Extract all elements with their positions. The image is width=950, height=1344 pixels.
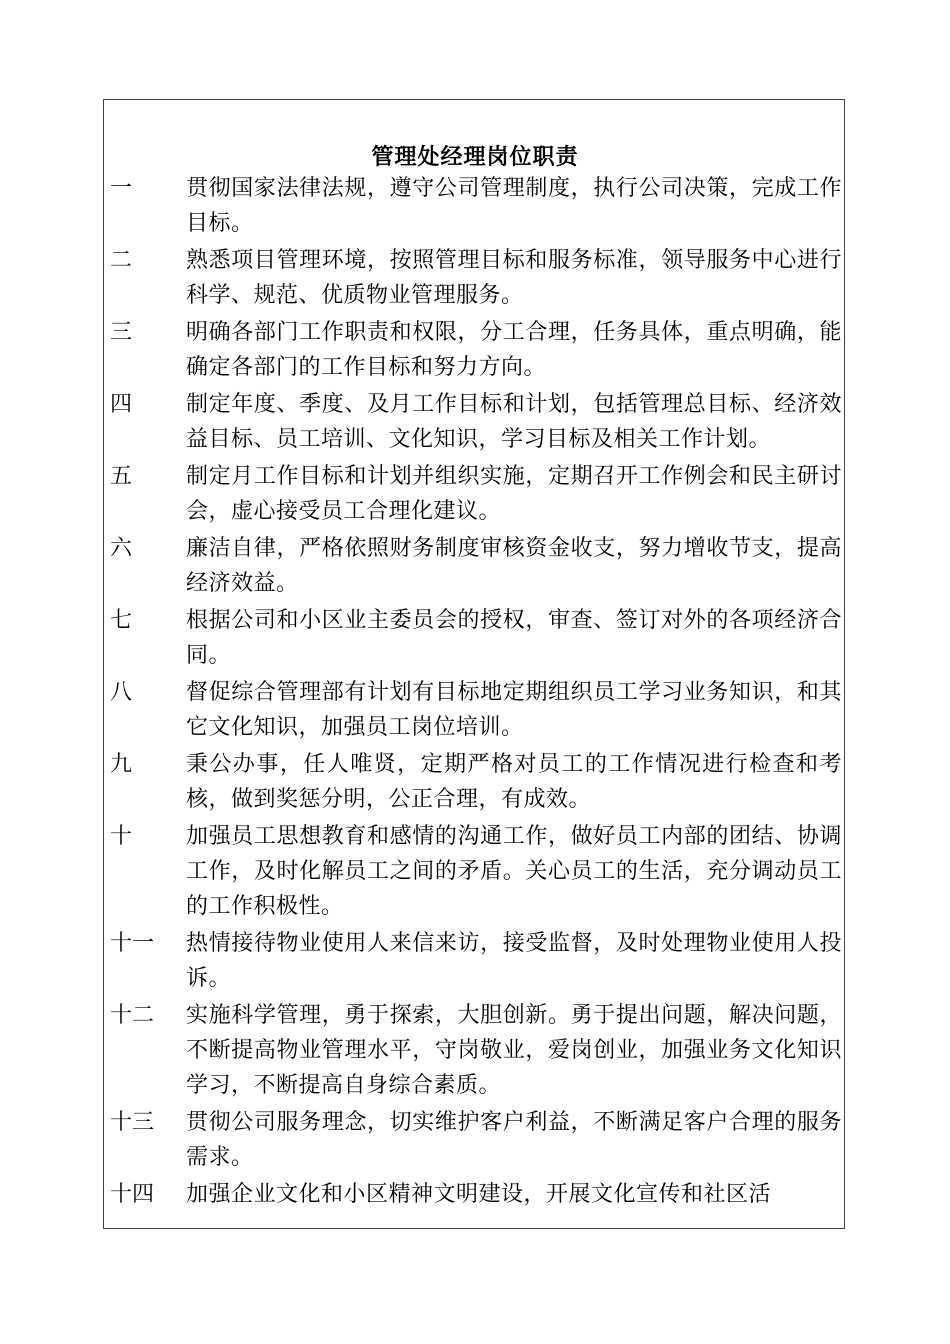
clause-text: 贯彻公司服务理念，切实维护客户利益，不断满足客户合理的服务需求。 — [186, 1110, 842, 1170]
clause-text: 加强员工思想教育和感情的沟通工作，做好员工内部的团结、协调工作，及时化解员工之间的矛盾。关心员工的生活，充分调动员工的工作积极性。 — [186, 824, 842, 919]
clause-item — [110, 459, 842, 529]
clause-number: 十 — [110, 824, 133, 849]
clause-number: 十三 — [110, 1110, 155, 1135]
clause-number: 十一 — [110, 931, 155, 956]
clause-item — [110, 315, 842, 385]
clause-item — [110, 1177, 842, 1212]
clause-number: 十二 — [110, 1003, 155, 1028]
clause-number: 十四 — [110, 1182, 155, 1207]
clause-text: 秉公办事，任人唯贤，定期严格对员工的工作情况进行检查和考核，做到奖惩分明，公正合理，有成效。 — [186, 752, 842, 812]
clause-item — [110, 998, 842, 1103]
clause-text: 热情接待物业使用人来信来访，接受监督，及时处理物业使用人投诉。 — [186, 931, 842, 991]
clause-item — [110, 747, 842, 817]
clause-text: 制定月工作目标和计划并组织实施，定期召开工作例会和民主研讨会，虚心接受员工合理化建议。 — [186, 464, 842, 524]
clause-number: 一 — [110, 176, 133, 201]
clause-item — [110, 243, 842, 313]
clause-text: 贯彻国家法律法规，遵守公司管理制度，执行公司决策，完成工作目标。 — [186, 176, 842, 236]
clause-text: 根据公司和小区业主委员会的授权，审查、签订对外的各项经济合同。 — [186, 608, 842, 668]
clause-item — [110, 1105, 842, 1175]
clause-number: 七 — [110, 608, 133, 633]
clause-text: 实施科学管理，勇于探索，大胆创新。勇于提出问题，解决问题，不断提高物业管理水平，守岗敬业，爱岗创业，加强业务文化知识学习，不断提高自身综合素质。 — [186, 1003, 842, 1098]
clause-text: 廉洁自律，严格依照财务制度审核资金收支，努力增收节支，提高经济效益。 — [186, 536, 842, 596]
clause-number: 五 — [110, 464, 133, 489]
clause-text: 明确各部门工作职责和权限，分工合理，任务具体，重点明确，能确定各部门的工作目标和努力方向。 — [186, 320, 842, 380]
clause-number: 八 — [110, 680, 133, 705]
clause-text: 督促综合管理部有计划有目标地定期组织员工学习业务知识，和其它文化知识，加强员工岗位培训。 — [186, 680, 842, 740]
clause-item — [110, 171, 842, 241]
clause-item — [110, 819, 842, 924]
clause-item — [110, 531, 842, 601]
clause-list — [110, 171, 842, 1214]
clause-number: 六 — [110, 536, 133, 561]
clause-number: 三 — [110, 320, 133, 345]
clause-number: 四 — [110, 392, 133, 417]
clause-text: 加强企业文化和小区精神文明建设，开展文化宣传和社区活 — [186, 1182, 772, 1207]
clause-text: 熟悉项目管理环境，按照管理目标和服务标准，领导服务中心进行科学、规范、优质物业管理服务。 — [186, 248, 842, 308]
clause-item — [110, 603, 842, 673]
document-title: 管理处经理岗位职责 — [371, 144, 579, 170]
clause-item — [110, 387, 842, 457]
clause-number: 二 — [110, 248, 133, 273]
clause-item — [110, 675, 842, 745]
clause-item — [110, 926, 842, 996]
clause-text: 制定年度、季度、及月工作目标和计划，包括管理总目标、经济效益目标、员工培训、文化知识，学习目标及相关工作计划。 — [186, 392, 842, 452]
clause-number: 九 — [110, 752, 133, 777]
